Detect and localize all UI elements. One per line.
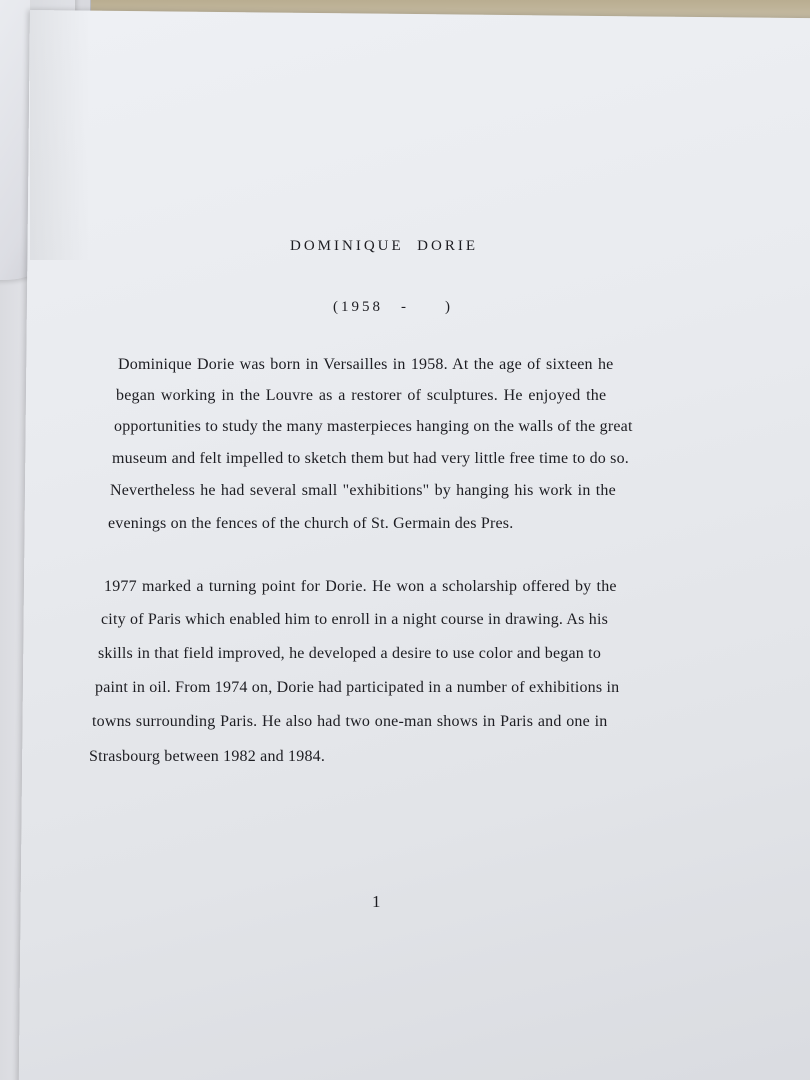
document-sheet [19,10,810,1080]
document-title: DOMINIQUE DORIE [290,238,478,254]
paragraph-line: paint in oil. From 1974 on, Dorie had participated in a number of exhibitions in [95,679,620,696]
paragraph-line: 1977 marked a turning point for Dorie. He won a scholarship offered by the [104,578,617,595]
paragraph-line: museum and felt impelled to sketch them but had very little free time to do so. [112,450,630,467]
paragraph-line: towns surrounding Paris. He also had two one-man shows in Paris and one in [92,713,608,730]
paragraph-line: opportunities to study the many masterpieces hanging on the walls of the great [114,418,633,435]
page-number: 1 [372,892,381,911]
paragraph-line: skills in that field improved, he developed a desire to use color and began to [98,645,602,662]
year-close-paren: ) [445,299,453,315]
paragraph-line: city of Paris which enabled him to enroll in a night course in drawing. As his [101,611,609,628]
paragraph-line: Dominique Dorie was born in Versailles in 1958. At the age of sixteen he [118,356,614,373]
life-years [333,299,453,316]
paragraph-line: began working in the Louvre as a restorer of sculptures. He enjoyed the [116,387,607,404]
paragraph-line: Strasbourg between 1982 and 1984. [89,748,326,765]
year-dash: - [401,299,409,315]
sheet-edge-shadow [30,0,90,260]
birth-year: (1958 [333,299,383,315]
paragraph-line: evenings on the fences of the church of St. Germain des Pres. [108,515,514,532]
paragraph-line: Nevertheless he had several small "exhibitions" by hanging his work in the [110,482,616,499]
